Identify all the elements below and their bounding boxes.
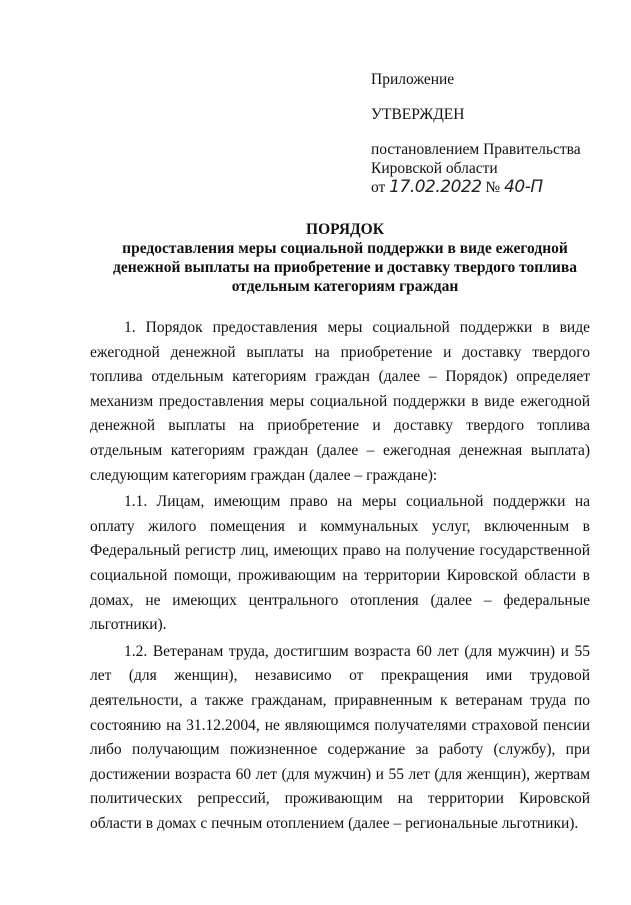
decree-date-number-line	[371, 178, 616, 197]
from-prefix: от	[371, 179, 386, 196]
decree-line-2: Кировской области	[371, 160, 498, 177]
title-line-3: отдельным категориям граждан	[231, 278, 459, 295]
handwritten-date: 17.02.2022	[389, 177, 482, 197]
title-line-2: денежной выплаты на приобретение и доставку твердого топлива	[113, 259, 577, 276]
document-body	[90, 316, 590, 836]
approval-stamp-block	[371, 70, 616, 197]
appendix-label: Приложение	[371, 71, 455, 88]
number-sign: №	[485, 179, 501, 196]
title-main: ПОРЯДОК	[306, 221, 384, 238]
paragraph-1: 1. Порядок предоставления меры социальной поддержки в виде ежегодной денежной выплаты на приобретение и доставку твердого топлива отдельным категориям граждан (далее – Порядок) определяет механизм предоставления меры социальной поддержки в виде ежегодной денежной выплаты на приобретение и доставку твердого топлива отдельным категориям граждан (далее – ежегодная денежная выплата) следующим категориям граждан (далее – граждане):	[90, 319, 590, 484]
paragraph-1-1: 1.1. Лицам, имеющим право на меры социальной поддержки на оплату жилого помещения и коммунальных услуг, включенным в Федеральный регистр лиц, имеющих право на получение государственной социальной помощи, проживающим на территории Кировской области в домах, не имеющих центрального отопления (далее – федеральные льготники).	[90, 493, 590, 634]
handwritten-number: 40-П	[504, 177, 543, 197]
document-title	[110, 220, 580, 296]
paragraph-1-2: 1.2. Ветеранам труда, достигшим возраста 60 лет (для мужчин) и 55 лет (для женщин), независимо от прекращения ими трудовой деятельности, а также гражданам, приравненным к ветеранам труда по состоянию на 31.12.2004, не являющимся получателями страховой пенсии либо получающим пожизненное содержание за работу (службу), при достижении возраста 60 лет (для мужчин) и 55 лет (для женщин), жертвам политических репрессий, проживающим на территории Кировской области в домах с печным отоплением (далее – региональные льготники).	[90, 642, 590, 832]
approved-label: УТВЕРЖДЕН	[371, 106, 465, 123]
decree-line-1: постановлением Правительства	[371, 141, 581, 158]
title-line-1: предоставления меры социальной поддержки в виде ежегодной	[122, 240, 568, 257]
